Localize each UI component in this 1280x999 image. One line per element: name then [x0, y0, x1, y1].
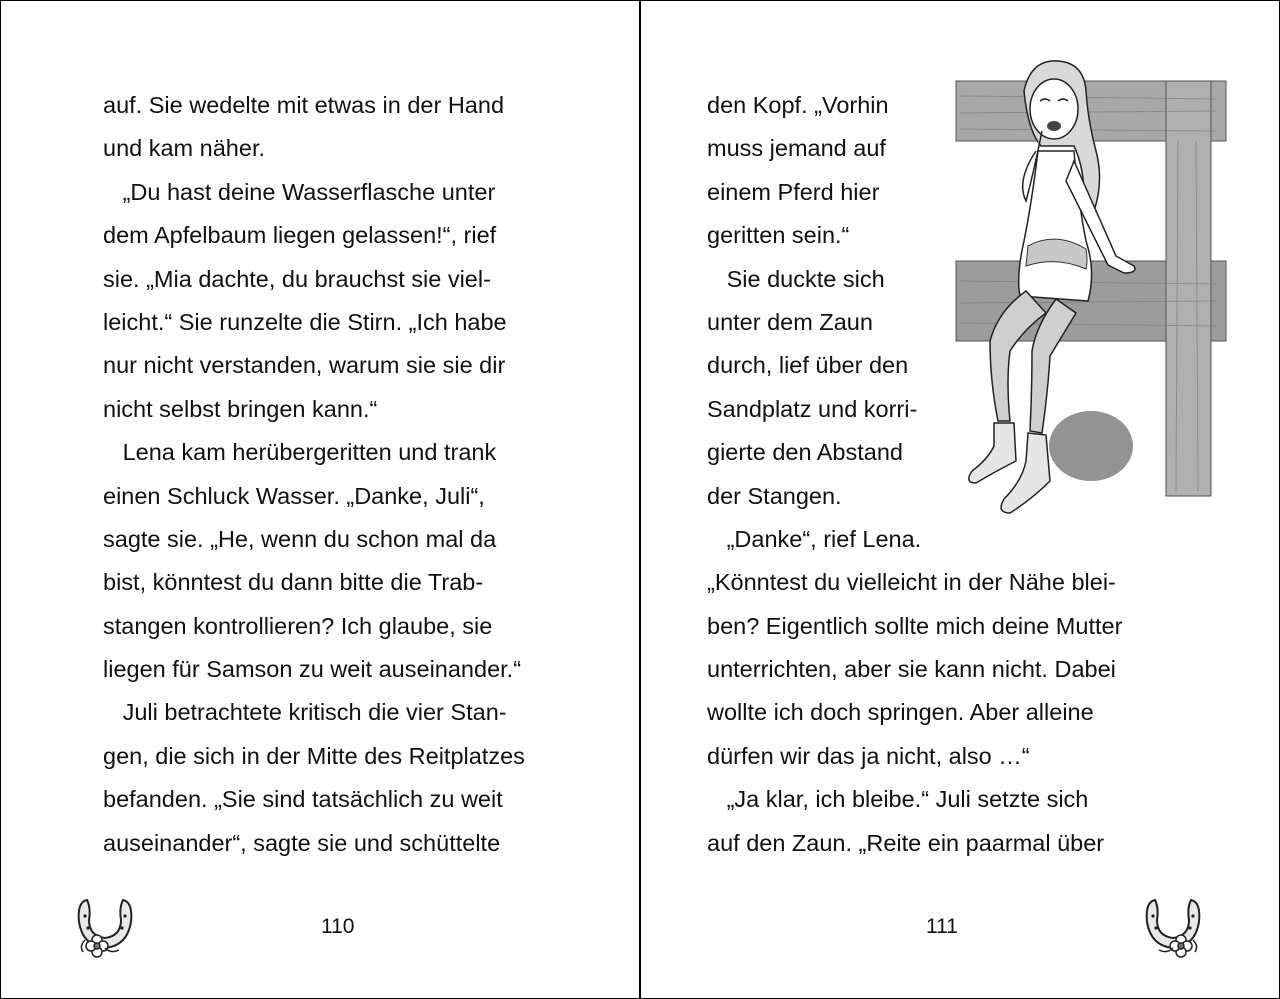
text-line: und kam näher.: [103, 135, 265, 162]
text-line: unter dem Zaun: [707, 308, 873, 335]
text-line: durch, lief über den: [707, 352, 909, 379]
text-line: gen, die sich in der Mitte des Reitplatzes: [103, 742, 525, 769]
text-line: einen Schluck Wasser. „Danke, Juli“,: [103, 482, 485, 509]
text-line: einem Pferd hier: [707, 178, 880, 205]
left-page: [1, 1, 639, 998]
text-line: Sie duckte sich: [707, 265, 885, 292]
girl-sitting-on-fence-illustration: [946, 51, 1231, 531]
text-line: bist, könntest du dann bitte die Trab-: [103, 569, 484, 596]
text-line: Sandplatz und korri-: [707, 395, 918, 422]
text-line: liegen für Samson zu weit auseinander.“: [103, 656, 522, 683]
left-page-text: [103, 84, 525, 865]
text-line: Juli betrachtete kritisch die vier Stan-: [103, 699, 507, 726]
text-line: auf. Sie wedelte mit etwas in der Hand: [103, 92, 505, 118]
text-line: befanden. „Sie sind tatsächlich zu weit: [103, 786, 503, 813]
text-line: „Könntest du vielleicht in der Nähe blei-: [707, 569, 1116, 596]
text-line: „Du hast deine Wasserflasche unter: [103, 178, 496, 205]
right-page: [641, 1, 1280, 998]
text-line: sagte sie. „He, wenn du schon mal da: [103, 525, 497, 552]
text-line: gierte den Abstand: [707, 439, 903, 466]
text-line: „Ja klar, ich bleibe.“ Juli setzte sich: [707, 786, 1089, 813]
text-line: Lena kam herübergeritten und trank: [103, 439, 497, 466]
text-line: unterrichten, aber sie kann nicht. Dabei: [707, 656, 1116, 683]
text-line: der Stangen.: [707, 482, 842, 509]
text-line: stangen kontrollieren? Ich glaube, sie: [103, 612, 493, 639]
text-line: ben? Eigentlich sollte mich deine Mutter: [707, 612, 1123, 639]
text-line: auf den Zaun. „Reite ein paarmal über: [707, 829, 1105, 856]
text-line: nicht selbst bringen kann.“: [103, 395, 378, 422]
text-line: „Danke“, rief Lena.: [707, 525, 922, 552]
text-line: muss jemand auf: [707, 135, 886, 162]
text-line: wollte ich doch springen. Aber alleine: [707, 699, 1094, 726]
text-line: sie. „Mia dachte, du brauchst sie viel-: [103, 265, 491, 292]
page-number: 111: [926, 915, 958, 938]
text-line: dem Apfelbaum liegen gelassen!“, rief: [103, 222, 497, 249]
page-number: 110: [321, 915, 355, 938]
text-line: geritten sein.“: [707, 222, 850, 249]
text-line: dürfen wir das ja nicht, also …“: [707, 742, 1030, 769]
text-line: auseinander“, sagte sie und schüttelte: [103, 829, 501, 856]
text-line: leicht.“ Sie runzelte die Stirn. „Ich habe: [103, 308, 507, 335]
horseshoe-flower-icon: [75, 894, 135, 962]
text-line: nur nicht verstanden, warum sie sie dir: [103, 352, 506, 379]
text-line: den Kopf. „Vorhin: [707, 92, 889, 118]
horseshoe-flower-icon: [1143, 894, 1203, 962]
